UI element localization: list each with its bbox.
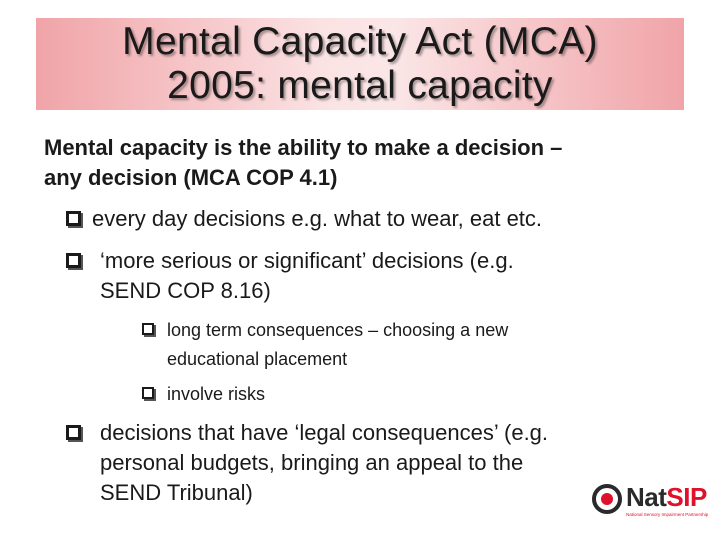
logo-nat: Nat bbox=[626, 482, 667, 512]
logo-sip: SIP bbox=[666, 482, 707, 512]
bullet-line: decisions that have ‘legal consequences’ (e.g. bbox=[100, 420, 549, 445]
bullet-text bbox=[167, 380, 265, 409]
natsip-logo bbox=[590, 478, 712, 524]
logo-tagline: National Sensory Impairment Partnership bbox=[626, 512, 709, 517]
bullet-text bbox=[167, 316, 508, 374]
bullet-text bbox=[92, 246, 514, 306]
intro-line-2: any decision (MCA COP 4.1) bbox=[44, 165, 338, 190]
bullet-line: educational placement bbox=[167, 349, 348, 369]
logo-red-dot bbox=[601, 493, 613, 505]
sub-bullet-involve-risks bbox=[142, 380, 662, 409]
checkbox-bullet-icon bbox=[142, 387, 154, 399]
bullet-line: every day decisions e.g. what to wear, eat etc. bbox=[92, 206, 543, 231]
sub-bullet-long-term bbox=[142, 316, 662, 374]
bullet-line: SEND COP 8.16) bbox=[100, 278, 271, 303]
checkbox-bullet-icon bbox=[66, 425, 81, 440]
intro-text bbox=[44, 133, 694, 193]
bullet-line: ‘more serious or significant’ decisions (e.g. bbox=[100, 248, 514, 273]
bullet-line: long term consequences – choosing a new bbox=[167, 320, 509, 340]
checkbox-bullet-icon bbox=[66, 211, 81, 226]
title-line-1: Mental Capacity Act (MCA) bbox=[122, 20, 598, 63]
title-line-2: 2005: mental capacity bbox=[167, 64, 553, 107]
bullet-serious-decisions bbox=[66, 246, 686, 306]
checkbox-bullet-icon bbox=[142, 323, 154, 335]
slide-title bbox=[36, 18, 684, 110]
intro-line-1: Mental capacity is the ability to make a decision – bbox=[44, 135, 563, 160]
bullet-text bbox=[92, 204, 542, 234]
logo-wordmark bbox=[626, 482, 707, 512]
bullet-text bbox=[92, 418, 548, 508]
bullet-line: personal budgets, bringing an appeal to the bbox=[100, 450, 524, 475]
bullet-line: SEND Tribunal) bbox=[100, 480, 253, 505]
checkbox-bullet-icon bbox=[66, 253, 81, 268]
bullet-everyday-decisions bbox=[66, 204, 686, 234]
bullet-line: involve risks bbox=[167, 384, 266, 404]
